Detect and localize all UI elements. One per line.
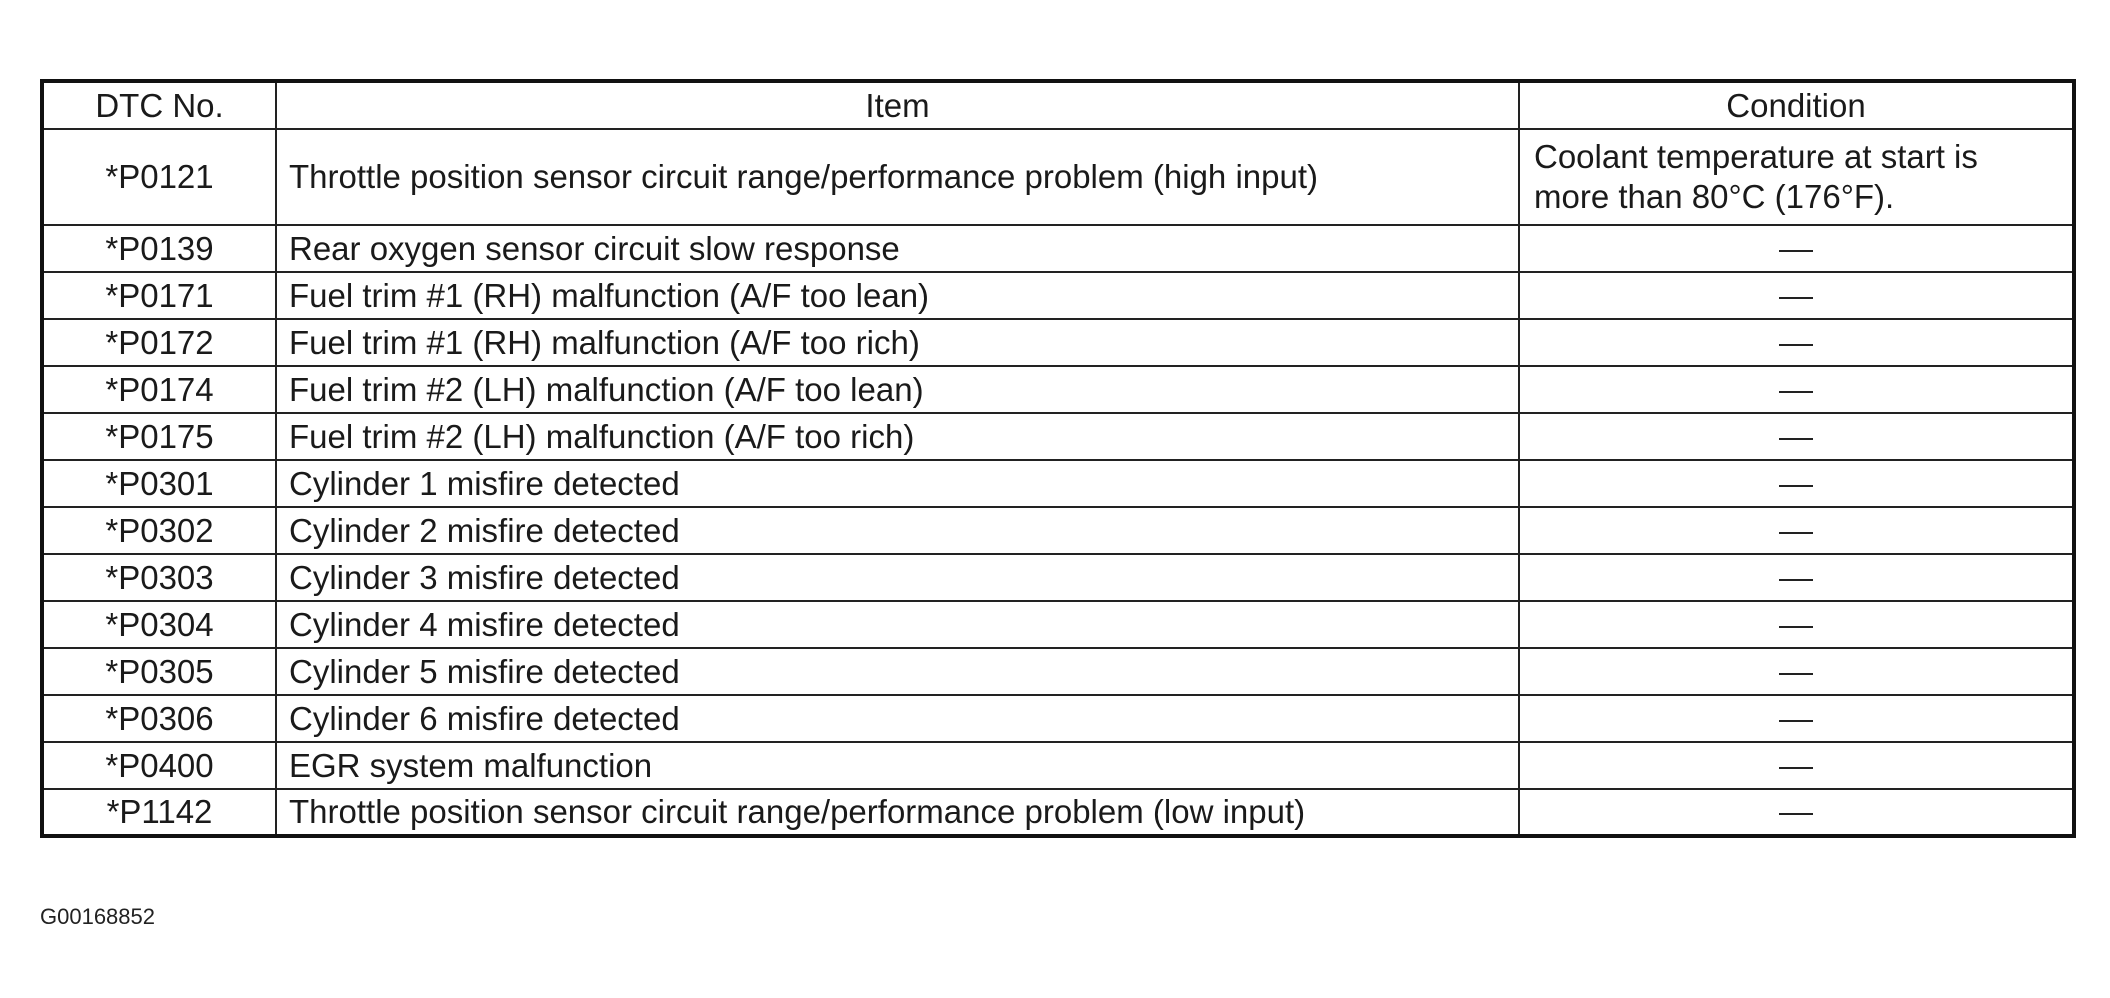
condition-dash xyxy=(1779,438,1813,440)
condition-dash xyxy=(1779,485,1813,487)
item-cell: Rear oxygen sensor circuit slow response xyxy=(276,225,1519,272)
table-row xyxy=(42,460,2074,507)
dtc-code-cell: *P0305 xyxy=(42,648,276,695)
table-row xyxy=(42,601,2074,648)
table-row xyxy=(42,789,2074,836)
table-row xyxy=(42,695,2074,742)
table-row xyxy=(42,319,2074,366)
item-cell: EGR system malfunction xyxy=(276,742,1519,789)
table-row xyxy=(42,413,2074,460)
dtc-code-cell: *P0175 xyxy=(42,413,276,460)
item-cell: Cylinder 2 misfire detected xyxy=(276,507,1519,554)
item-cell: Cylinder 1 misfire detected xyxy=(276,460,1519,507)
item-cell: Cylinder 4 misfire detected xyxy=(276,601,1519,648)
dtc-code-cell: *P0303 xyxy=(42,554,276,601)
condition-cell: Coolant temperature at start is more than 80°C (176°F). xyxy=(1519,129,2074,225)
table-row xyxy=(42,225,2074,272)
item-cell: Fuel trim #1 (RH) malfunction (A/F too lean) xyxy=(276,272,1519,319)
item-cell: Cylinder 5 misfire detected xyxy=(276,648,1519,695)
item-cell: Throttle position sensor circuit range/performance problem (high input) xyxy=(276,129,1519,225)
table-row xyxy=(42,129,2074,225)
item-cell: Throttle position sensor circuit range/performance problem (low input) xyxy=(276,789,1519,836)
item-cell: Cylinder 6 misfire detected xyxy=(276,695,1519,742)
dtc-code-cell: *P0400 xyxy=(42,742,276,789)
condition-cell xyxy=(1519,319,2074,366)
condition-cell xyxy=(1519,695,2074,742)
header-condition: Condition xyxy=(1519,81,2074,129)
condition-dash xyxy=(1779,297,1813,299)
condition-dash xyxy=(1779,250,1813,252)
dtc-code-cell: *P0174 xyxy=(42,366,276,413)
table-header-row xyxy=(42,81,2074,129)
condition-dash xyxy=(1779,720,1813,722)
dtc-table xyxy=(40,79,2076,838)
condition-cell xyxy=(1519,366,2074,413)
dtc-code-cell: *P0301 xyxy=(42,460,276,507)
table-row xyxy=(42,554,2074,601)
header-dtc-no: DTC No. xyxy=(42,81,276,129)
condition-cell xyxy=(1519,225,2074,272)
table-row xyxy=(42,507,2074,554)
table-row xyxy=(42,742,2074,789)
dtc-code-cell: *P0306 xyxy=(42,695,276,742)
item-cell: Cylinder 3 misfire detected xyxy=(276,554,1519,601)
condition-dash xyxy=(1779,813,1813,815)
header-item: Item xyxy=(276,81,1519,129)
dtc-code-cell: *P0172 xyxy=(42,319,276,366)
condition-dash xyxy=(1779,626,1813,628)
condition-dash xyxy=(1779,344,1813,346)
condition-dash xyxy=(1779,532,1813,534)
condition-cell xyxy=(1519,742,2074,789)
condition-dash xyxy=(1779,579,1813,581)
condition-dash xyxy=(1779,673,1813,675)
table-row xyxy=(42,272,2074,319)
condition-cell xyxy=(1519,601,2074,648)
table-row xyxy=(42,366,2074,413)
condition-dash xyxy=(1779,391,1813,393)
condition-cell xyxy=(1519,648,2074,695)
figure-id: G00168852 xyxy=(40,904,155,929)
item-cell: Fuel trim #1 (RH) malfunction (A/F too rich) xyxy=(276,319,1519,366)
condition-cell xyxy=(1519,507,2074,554)
condition-cell xyxy=(1519,272,2074,319)
dtc-code-cell: *P0121 xyxy=(42,129,276,225)
condition-cell xyxy=(1519,789,2074,836)
condition-cell xyxy=(1519,413,2074,460)
item-cell: Fuel trim #2 (LH) malfunction (A/F too lean) xyxy=(276,366,1519,413)
table-body xyxy=(42,129,2074,836)
condition-cell xyxy=(1519,460,2074,507)
condition-cell xyxy=(1519,554,2074,601)
item-cell: Fuel trim #2 (LH) malfunction (A/F too rich) xyxy=(276,413,1519,460)
dtc-code-cell: *P1142 xyxy=(42,789,276,836)
table-row xyxy=(42,648,2074,695)
dtc-code-cell: *P0139 xyxy=(42,225,276,272)
condition-dash xyxy=(1779,767,1813,769)
dtc-code-cell: *P0171 xyxy=(42,272,276,319)
dtc-code-cell: *P0304 xyxy=(42,601,276,648)
dtc-code-cell: *P0302 xyxy=(42,507,276,554)
